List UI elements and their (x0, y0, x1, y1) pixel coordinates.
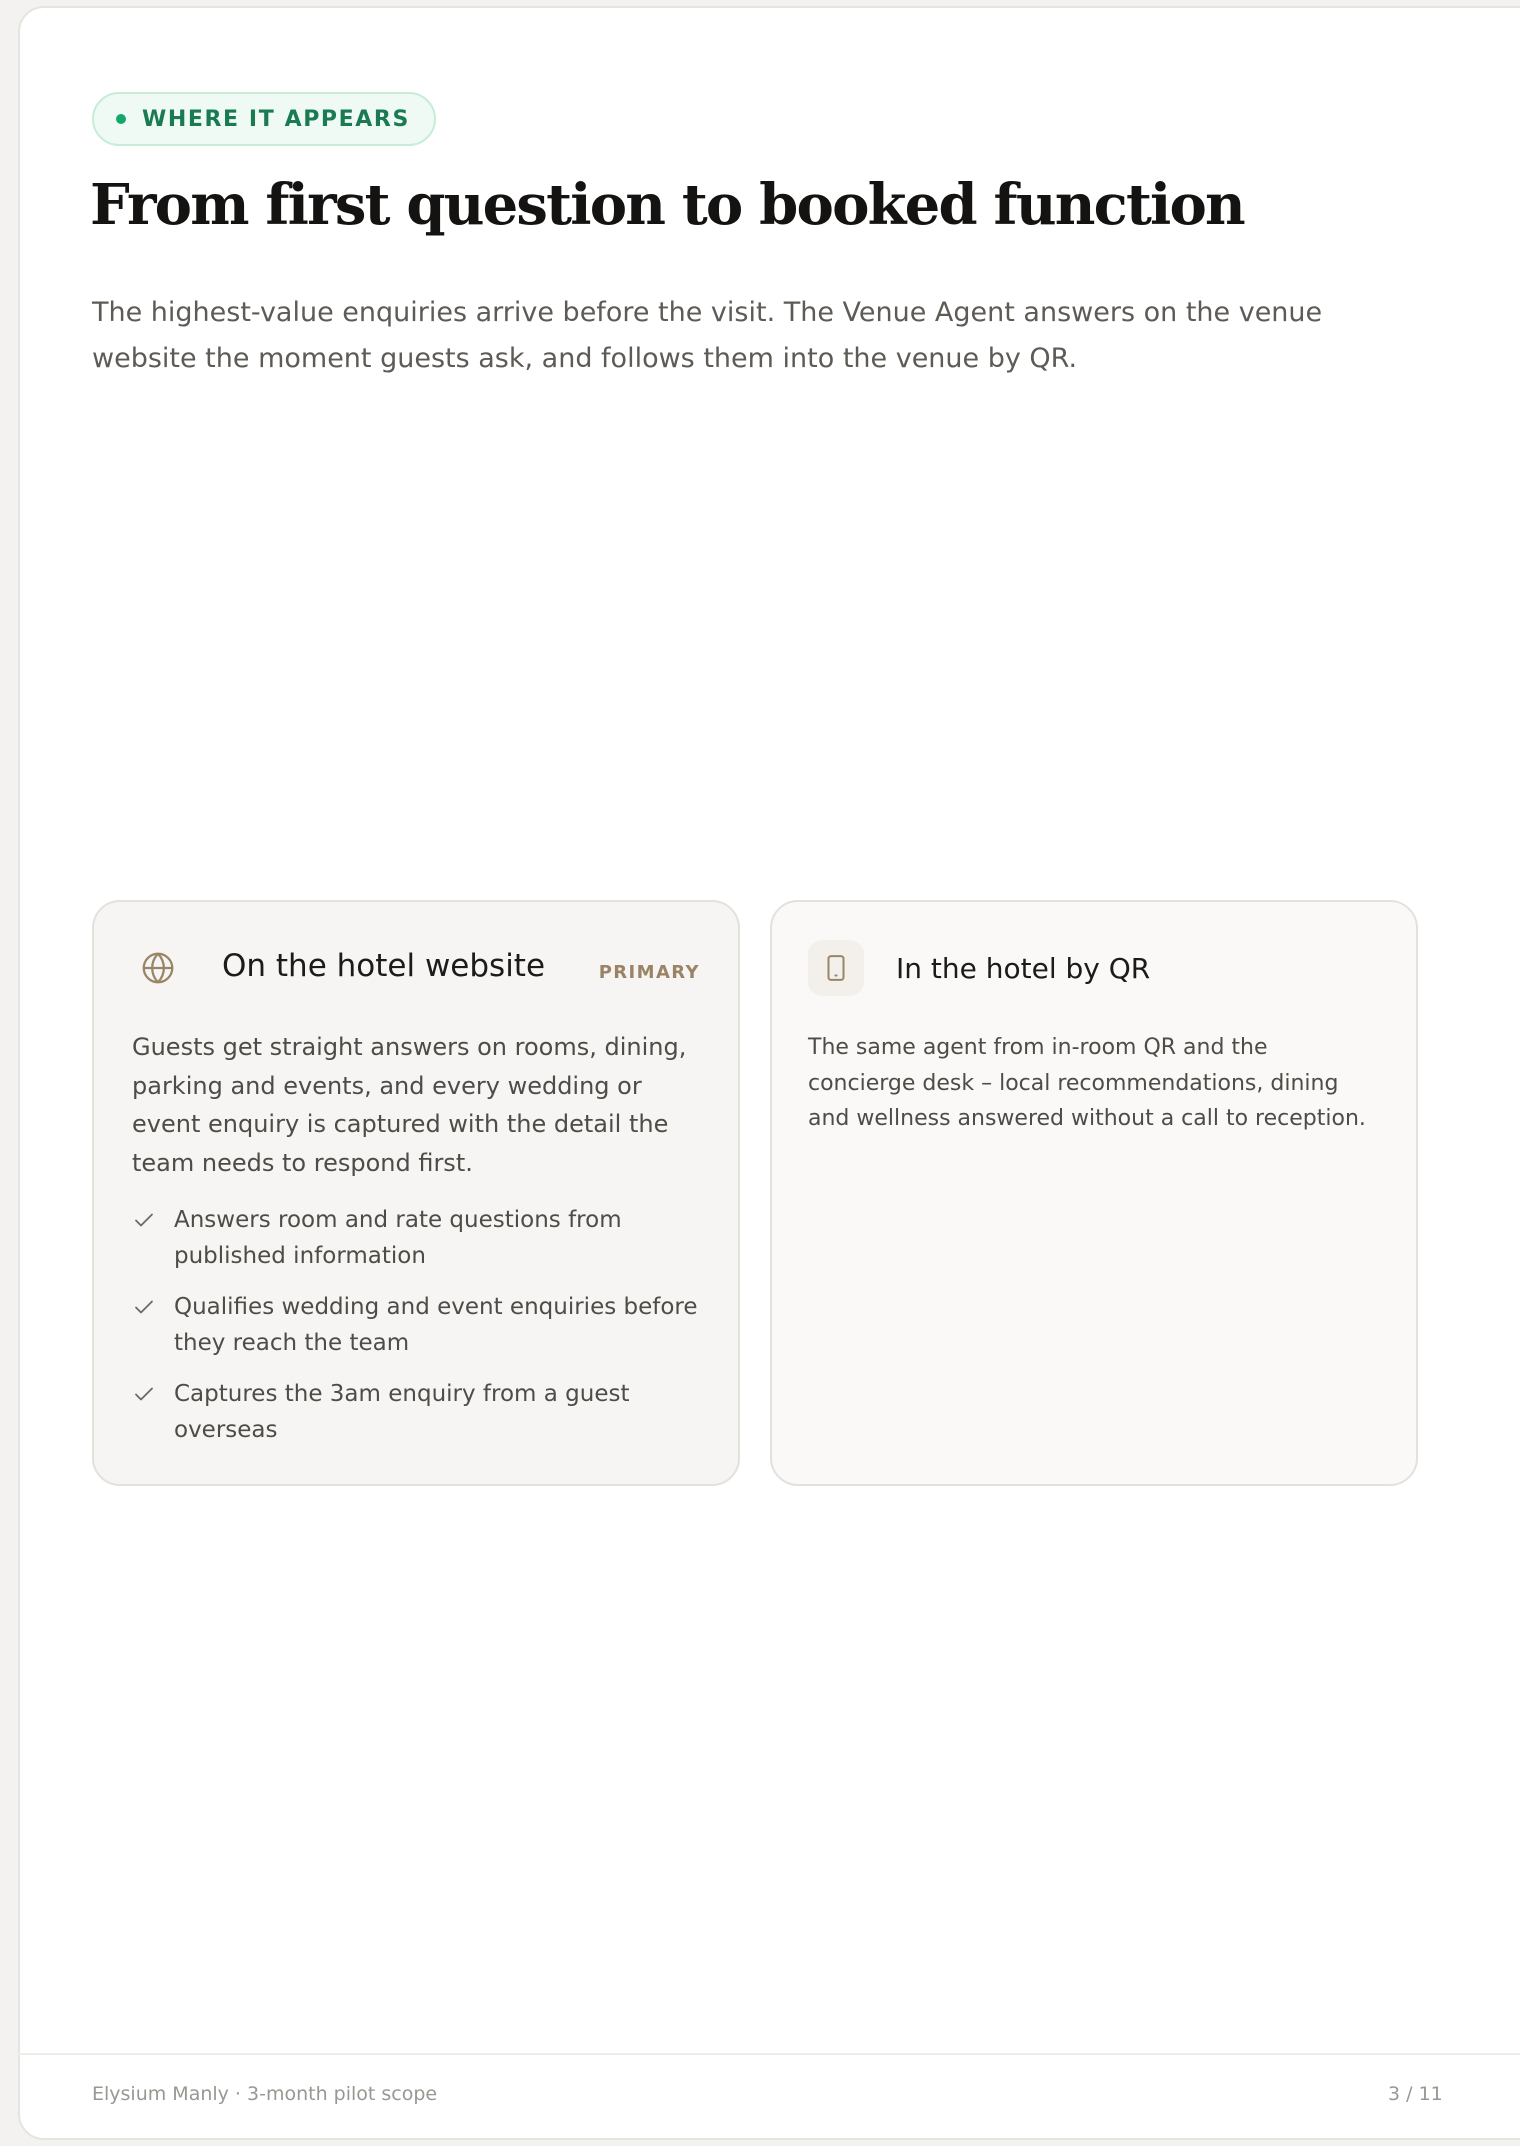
feature-text: Captures the 3am enquiry from a guest overseas (174, 1381, 630, 1443)
card-hotel-website (92, 900, 740, 1486)
card-title: In the hotel by QR (896, 952, 1151, 985)
feature-text: Answers room and rate questions from published information (174, 1207, 622, 1269)
card-description: The same agent from in-room QR and the concierge desk – local recommendations, dining and wellness answered without a call to reception. (808, 1035, 1366, 1131)
footer-divider (18, 2053, 1520, 2055)
checkmark-icon (132, 1295, 156, 1319)
primary-badge: PRIMARY (598, 962, 700, 983)
status-dot-icon (116, 114, 126, 124)
feature-list-item (132, 1202, 712, 1274)
smartphone-icon (808, 940, 864, 996)
intro-paragraph: The highest-value enquiries arrive before the visit. The Venue Agent answers on the venue website the moment guests ask, and follows them into the venue by QR. (92, 297, 1323, 374)
feature-list-item (132, 1376, 712, 1448)
checkmark-icon (132, 1382, 156, 1406)
feature-text: Qualifies wedding and event enquiries before they reach the team (174, 1294, 698, 1356)
card-hotel-qr (770, 900, 1418, 1486)
globe-icon (130, 940, 186, 996)
card-description: Guests get straight answers on rooms, dining, parking and events, and every wedding or event enquiry is captured with the detail the team needs to respond first. (132, 1033, 687, 1177)
footer-document-label: Elysium Manly · 3-month pilot scope (92, 2083, 438, 2105)
page-title: From first question to booked function (90, 172, 1244, 238)
page-number: 3 / 11 (1388, 2083, 1443, 2105)
checkmark-icon (132, 1208, 156, 1232)
section-eyebrow-label: WHERE IT APPEARS (142, 106, 410, 132)
section-eyebrow-pill (92, 92, 436, 146)
feature-list (132, 1202, 712, 1463)
feature-list-item (132, 1289, 712, 1361)
card-title: On the hotel website (222, 948, 546, 984)
